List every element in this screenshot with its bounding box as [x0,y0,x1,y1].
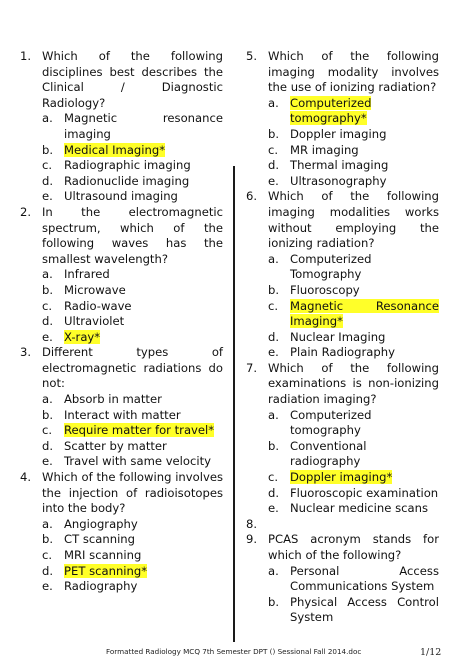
option-label: Fluoroscopy [290,282,360,297]
question-number: 2. [20,204,32,219]
option-letter: e. [42,189,53,204]
option-text [290,595,439,626]
option-label: Thermal imaging [290,158,389,173]
option-row [246,501,439,517]
option-letter: d. [268,158,280,173]
option-label: Radio-wave [64,298,132,313]
question-2 [20,205,223,345]
option-label: Radionuclide imaging [64,173,190,188]
option-label: Fluoroscopic examination [290,485,439,500]
page-number: 1/12 [420,647,442,658]
option-row [20,314,223,330]
question-text: Which of the following imaging modality involves the use of ionizing radiation? [268,49,439,95]
option-letter: e. [42,454,53,469]
option-text [290,486,439,502]
option-row [246,127,439,143]
option-text [290,252,439,283]
option-row [246,408,439,439]
question-text: Different types of electromagnetic radiations do not: [42,345,223,391]
option-letter: d. [42,438,54,453]
option-text [64,532,223,548]
option-letter: b. [268,438,280,453]
question-text: Which of the following examinations is non-ionizing radiation imaging? [268,360,439,407]
option-letter: a. [268,95,279,110]
question-stem [246,517,439,533]
option-label: Conventional radiography [290,438,367,469]
option-letter: a. [268,563,279,578]
option-text [64,283,223,299]
option-text [290,408,439,439]
question-4 [20,470,223,595]
option-letter: b. [268,282,280,297]
option-label: Ultrasonography [290,173,387,188]
answer-highlight: Computerized tomography* [290,95,372,126]
question-7 [246,361,439,517]
option-label: MR imaging [290,142,359,157]
option-letter: d. [42,314,54,329]
option-text [64,517,223,533]
option-label: Scatter by matter [64,438,167,453]
option-label: Computerized Tomography [290,251,372,282]
option-row [20,423,223,439]
option-letter: d. [268,485,280,500]
option-row [246,299,439,330]
option-letter: b. [42,407,54,422]
column-divider [233,166,235,642]
question-5 [246,49,439,189]
option-label: Nuclear Imaging [290,329,386,344]
option-letter: d. [42,563,54,578]
question-stem [246,49,439,96]
option-letter: a. [42,111,53,126]
correct-answer-option [290,299,439,330]
option-row [20,189,223,205]
question-number: 6. [246,189,258,204]
option-letter: c. [42,158,53,173]
option-letter: c. [268,298,279,313]
option-row [20,283,223,299]
option-text [290,158,439,174]
question-text: Which of the following involves the injection of radioisotopes into the body? [42,470,223,516]
option-text [290,564,439,595]
option-row [246,174,439,190]
option-row [246,439,439,470]
question-stem [20,205,223,267]
option-text [290,283,439,299]
option-label: Nuclear medicine scans [290,501,428,516]
question-8 [246,517,439,533]
option-label: Plain Radiography [290,345,395,360]
option-text [290,330,439,346]
answer-highlight: X-ray* [64,329,101,344]
question-number: 1. [20,49,32,63]
question-stem [246,361,439,408]
footer-filename: Formatted Radiology MCQ 7th Semester DPT () Sessional Fall 2014.doc [106,647,362,656]
option-text [64,392,223,408]
option-label: Ultrasound imaging [64,189,178,204]
option-text [64,548,223,564]
answer-highlight: Magnetic Resonance Imaging* [290,298,439,329]
option-row [20,330,223,346]
question-text: In the electromagnetic spectrum, which of the following waves has the smallest wavelength? [42,204,223,266]
option-letter: e. [42,579,53,594]
option-text [64,299,223,315]
option-text [64,439,223,455]
correct-answer-option [290,470,439,486]
option-text [64,454,223,470]
option-letter: a. [42,267,53,282]
correct-answer-option [64,143,223,159]
option-row [20,267,223,283]
option-label: Computerized tomography [290,407,372,438]
option-letter: a. [42,516,53,531]
option-text [290,345,439,361]
option-row [246,470,439,486]
option-row [20,143,223,159]
question-number: 5. [246,49,258,63]
option-row [246,143,439,159]
option-row [20,299,223,315]
option-row [246,595,439,626]
option-text [290,501,439,517]
question-stem [20,49,223,111]
option-label: Personal Access Communications System [290,563,439,594]
correct-answer-option [64,423,223,439]
question-number: 4. [20,470,32,485]
option-text [64,579,223,595]
option-row [20,439,223,455]
option-text [64,174,223,190]
option-row [246,486,439,502]
option-label: CT scanning [64,532,136,547]
option-label: Microwave [64,282,126,297]
option-text [64,408,223,424]
option-text [64,267,223,283]
option-text [290,127,439,143]
option-row [20,532,223,548]
left-column [20,49,223,595]
option-text [290,439,439,470]
option-letter: a. [268,407,279,422]
option-letter: c. [42,423,53,438]
option-row [20,111,223,142]
question-3 [20,345,223,470]
option-row [246,283,439,299]
option-row [20,454,223,470]
answer-highlight: PET scanning* [64,563,148,578]
option-text [64,158,223,174]
option-letter: b. [268,126,280,141]
option-row [246,564,439,595]
question-text: Which of the following imaging modalities works without employing the ionizing radiation? [268,189,439,251]
option-row [20,174,223,190]
option-letter: b. [268,594,280,609]
option-row [246,252,439,283]
option-letter: a. [42,392,53,407]
question-6 [246,189,439,361]
answer-highlight: Require matter for travel* [64,423,215,438]
option-row [246,158,439,174]
option-label: Physical Access Control System [290,594,439,625]
question-stem [20,345,223,392]
option-text [64,111,223,142]
option-letter: c. [42,298,53,313]
option-row [20,158,223,174]
option-label: Radiography [64,579,138,594]
option-letter: b. [42,282,54,297]
option-text [64,189,223,205]
option-letter: c. [268,142,279,157]
question-text: Which of the following disciplines best describes the Clinical / Diagnostic Radiology? [42,49,223,110]
correct-answer-option [64,330,223,346]
option-letter: e. [268,501,279,516]
option-row [20,392,223,408]
option-label: Angiography [64,516,138,531]
option-row [20,579,223,595]
option-row [246,96,439,127]
question-text: PCAS acronym stands for which of the following? [268,532,439,562]
option-letter: d. [42,173,54,188]
option-letter: b. [42,532,54,547]
option-letter: e. [268,173,279,188]
question-1 [20,49,223,205]
option-row [20,548,223,564]
question-number: 8. [246,516,258,531]
correct-answer-option [64,564,223,580]
option-row [20,517,223,533]
option-letter: b. [42,142,54,157]
correct-answer-option [290,96,439,127]
option-label: Doppler imaging [290,126,387,141]
option-text [290,174,439,190]
option-row [20,564,223,580]
option-label: Interact with matter [64,407,181,422]
question-9 [246,532,439,626]
question-number: 9. [246,532,258,547]
option-letter: c. [268,470,279,485]
option-text [290,143,439,159]
question-stem [20,470,223,517]
option-letter: c. [42,548,53,562]
option-label: Ultraviolet [64,314,125,329]
right-column [246,49,439,626]
option-label: Infrared [64,267,110,282]
option-letter: e. [268,345,279,360]
answer-highlight: Medical Imaging* [64,142,166,157]
option-label: Magnetic resonance imaging [64,111,223,141]
option-label: Absorb in matter [64,392,162,407]
option-label: MRI scanning [64,548,142,562]
option-row [246,330,439,346]
answer-highlight: Doppler imaging* [290,470,393,485]
option-letter: d. [268,329,280,344]
option-label: Radiographic imaging [64,158,191,173]
option-row [246,345,439,361]
option-letter: a. [268,251,279,266]
question-stem [246,532,439,563]
question-stem [246,189,439,251]
option-label: Travel with same velocity [64,454,211,469]
option-letter: e. [42,329,53,344]
question-number: 3. [20,345,32,360]
option-row [20,408,223,424]
question-text [268,517,439,533]
option-text [64,314,223,330]
question-number: 7. [246,360,258,375]
